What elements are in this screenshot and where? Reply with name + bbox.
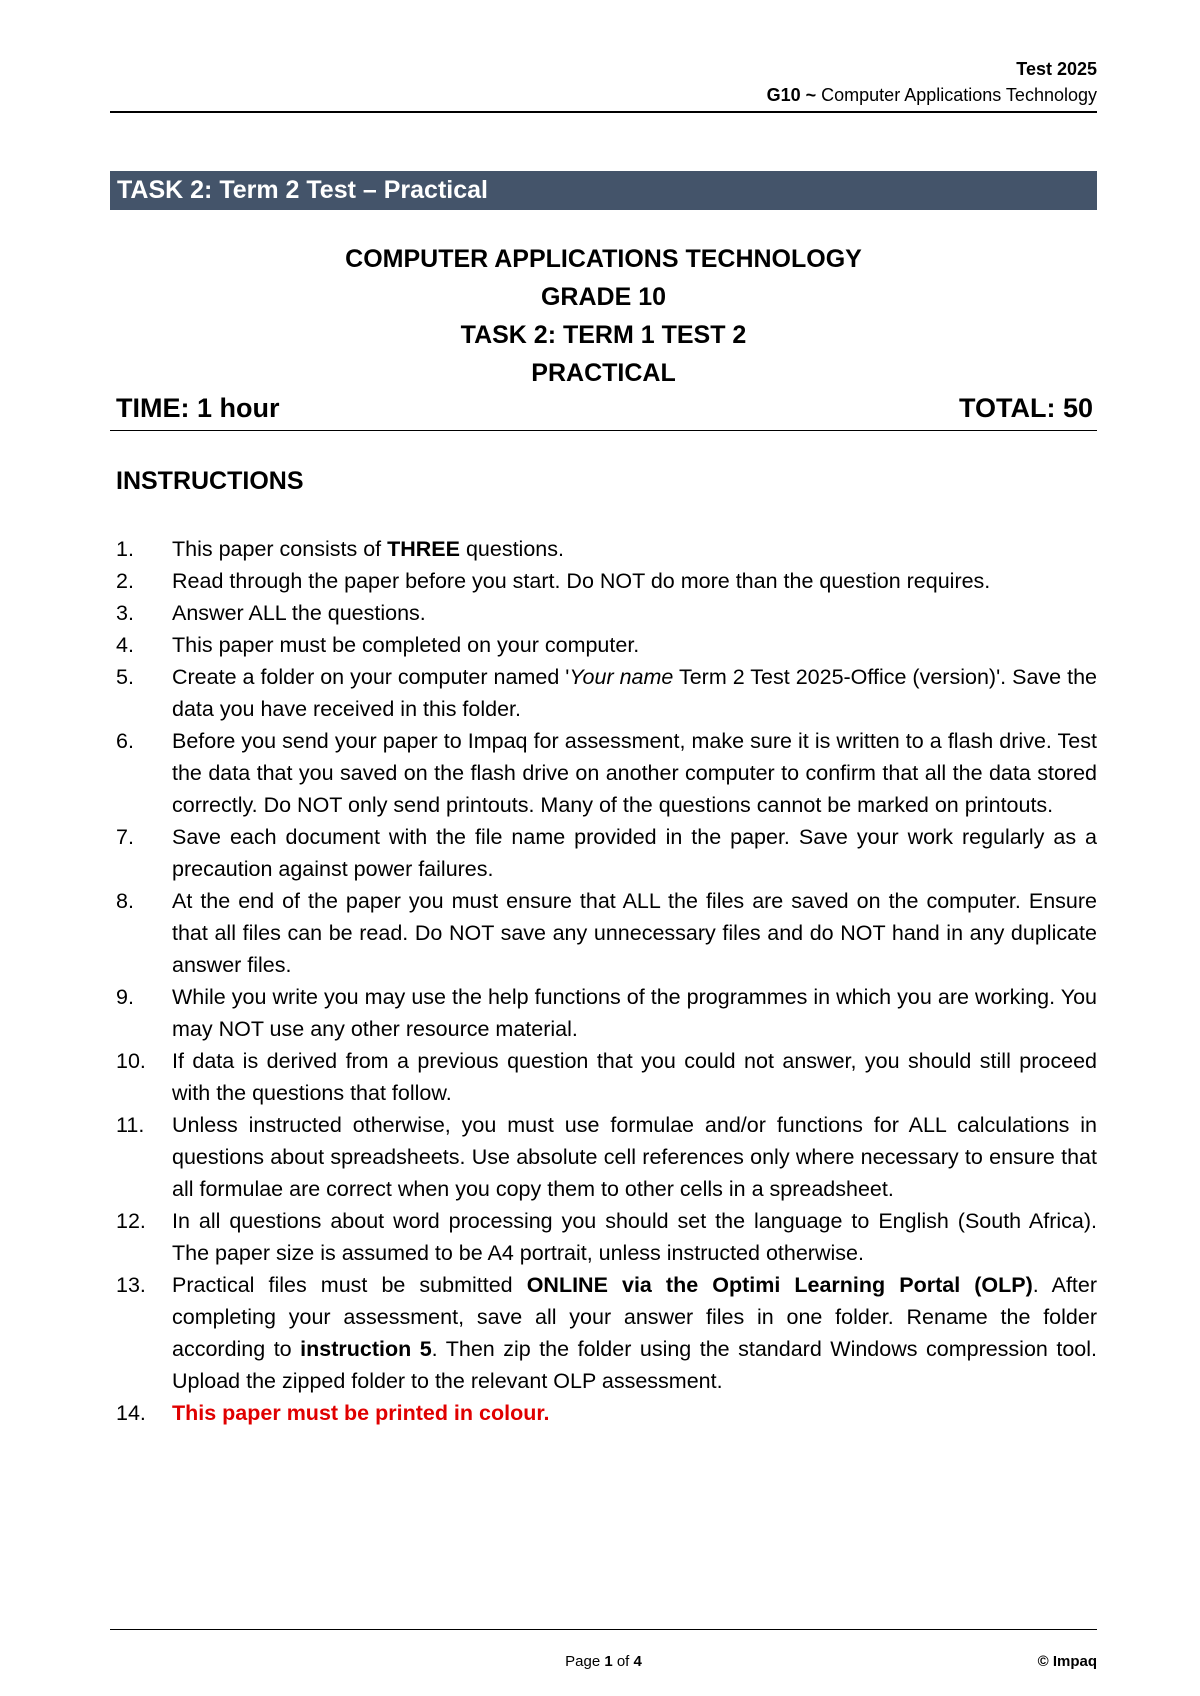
instruction-text-part: At the end of the paper you must ensure that ALL the files are saved on the computer. Ensure that all files can be read. Do NOT save any unnecessary files and do NOT hand in any duplicate answer files.: [172, 889, 1097, 977]
header-divider: [110, 111, 1097, 113]
instruction-item: [116, 629, 1097, 661]
instruction-number: 9.: [116, 985, 134, 1009]
instruction-text-part: . After completing your assessment, save all your answer files in one folder. Rename the folder according to: [172, 1273, 1098, 1361]
title-divider: [110, 430, 1097, 431]
instruction-text: [172, 885, 1097, 981]
header-test-year: Test 2025: [1016, 59, 1097, 79]
grade-title: GRADE 10: [540, 283, 667, 311]
instruction-text-part: While you write you may use the help functions of the programmes in which you are working. You may NOT use any other resource material.: [172, 985, 1097, 1041]
instruction-number: 14.: [116, 1401, 146, 1425]
instruction-text-part: If data is derived from a previous question that you could not answer, you should still proceed with the questions that follow.: [172, 1049, 1097, 1105]
instruction-item: [116, 1205, 1097, 1269]
instruction-number: 2.: [116, 569, 134, 593]
task-title-bar: TASK 2: Term 2 Test – Practical: [110, 171, 1097, 210]
instruction-text: [172, 725, 1097, 821]
instruction-text: [172, 533, 1097, 565]
instruction-text-part: Unless instructed otherwise, you must use formulae and/or functions for ALL calculations in questions about spreadsheets. Use absolute cell references only where necessary to ensure that all formulae are correct when you copy them to other cells in a spreadsheet.: [172, 1113, 1097, 1201]
instruction-text: [172, 1045, 1097, 1109]
instruction-item: [116, 533, 1097, 565]
page-total: 4: [633, 1653, 642, 1670]
document-titles: [110, 240, 1097, 392]
instruction-number: 8.: [116, 889, 134, 913]
paper-type-title: PRACTICAL: [531, 359, 676, 387]
instruction-number: 1.: [116, 537, 134, 561]
page-indicator: [110, 1652, 1097, 1672]
instruction-text: [172, 981, 1097, 1045]
time-label: TIME: 1 hour: [116, 393, 280, 423]
instruction-text: [172, 1269, 1097, 1397]
instruction-text-part: questions.: [459, 537, 564, 561]
page-number: 1: [604, 1653, 613, 1670]
instruction-text-part: This paper consists of: [172, 537, 388, 561]
total-label: TOTAL: 50: [958, 393, 1093, 423]
instruction-text-part: THREE: [387, 537, 460, 561]
instruction-text: [172, 1397, 1097, 1429]
instruction-number: 4.: [116, 633, 134, 657]
instruction-item: [116, 661, 1097, 725]
instruction-text: [172, 597, 1097, 629]
header-subject-line: [110, 82, 1097, 108]
instruction-item: [116, 1045, 1097, 1109]
instruction-text: [172, 1109, 1097, 1205]
instruction-item: [116, 1397, 1097, 1429]
instruction-number: 11.: [116, 1113, 145, 1137]
instruction-text-part: instruction 5: [300, 1337, 432, 1361]
header-grade: G10 ~: [766, 85, 817, 105]
copyright-notice: © Impaq: [1037, 1653, 1097, 1670]
instruction-item: [116, 725, 1097, 821]
task-subtitle: TASK 2: TERM 1 TEST 2: [460, 321, 747, 349]
instruction-item: [116, 981, 1097, 1045]
instruction-text: [172, 821, 1097, 885]
instruction-number: 7.: [116, 825, 134, 849]
instruction-item: [116, 597, 1097, 629]
of-word: of: [612, 1653, 634, 1670]
page-header: [110, 56, 1097, 108]
instruction-text-part: Create a folder on your computer named ': [172, 665, 570, 689]
footer-divider: [110, 1629, 1097, 1630]
instruction-number: 3.: [116, 601, 134, 625]
header-subject: Computer Applications Technology: [816, 85, 1097, 105]
instruction-text-part: In all questions about word processing you should set the language to English (South Africa). The paper size is assumed to be A4 portrait, unless instructed otherwise.: [172, 1209, 1097, 1265]
instruction-text-part: Read through the paper before you start. Do NOT do more than the question requires.: [172, 569, 991, 593]
instruction-item: [116, 565, 1097, 597]
instruction-item: [116, 1269, 1097, 1397]
instructions-list: [116, 533, 1097, 1429]
time-total-row: [116, 390, 1093, 426]
instruction-text: [172, 1205, 1097, 1269]
subject-title: COMPUTER APPLICATIONS TECHNOLOGY: [345, 245, 862, 273]
instruction-text-part: Term 2 Test 2025-Office (version)'. Save the data you have received in this folder.: [172, 665, 1098, 721]
instruction-text-part: Save each document with the file name provided in the paper. Save your work regularly as a precaution against power failures.: [172, 825, 1097, 881]
instruction-text: [172, 565, 1097, 597]
page-word: Page: [565, 1653, 605, 1670]
instruction-text-part: Your name: [569, 665, 674, 689]
instructions-heading: INSTRUCTIONS: [116, 467, 304, 495]
instruction-number: 5.: [116, 665, 134, 689]
instruction-number: 12.: [116, 1209, 146, 1233]
instruction-item: [116, 1109, 1097, 1205]
instruction-item: [116, 821, 1097, 885]
instruction-number: 13.: [116, 1273, 146, 1297]
instruction-number: 10.: [116, 1049, 146, 1073]
instruction-text: [172, 661, 1097, 725]
instruction-text: [172, 629, 1097, 661]
instruction-text-part: This paper must be completed on your computer.: [172, 633, 640, 657]
instruction-text-part: Answer ALL the questions.: [172, 601, 426, 625]
instruction-text-part: ONLINE via the Optimi Learning Portal (OLP): [526, 1273, 1033, 1297]
instruction-text-part: . Then zip the folder using the standard Windows compression tool. Upload the zipped folder to the relevant OLP assessment.: [172, 1337, 1097, 1393]
instruction-item: [116, 885, 1097, 981]
instruction-text-part: Practical files must be submitted: [172, 1273, 527, 1297]
instruction-number: 6.: [116, 729, 134, 753]
colour-print-notice: This paper must be printed in colour.: [172, 1401, 550, 1425]
instruction-text-part: Before you send your paper to Impaq for assessment, make sure it is written to a flash drive. Test the data that you saved on the flash drive on another computer to confirm that all the data stored correctly. Do NOT only send printouts. Many of the questions cannot be marked on printouts.: [172, 729, 1097, 817]
